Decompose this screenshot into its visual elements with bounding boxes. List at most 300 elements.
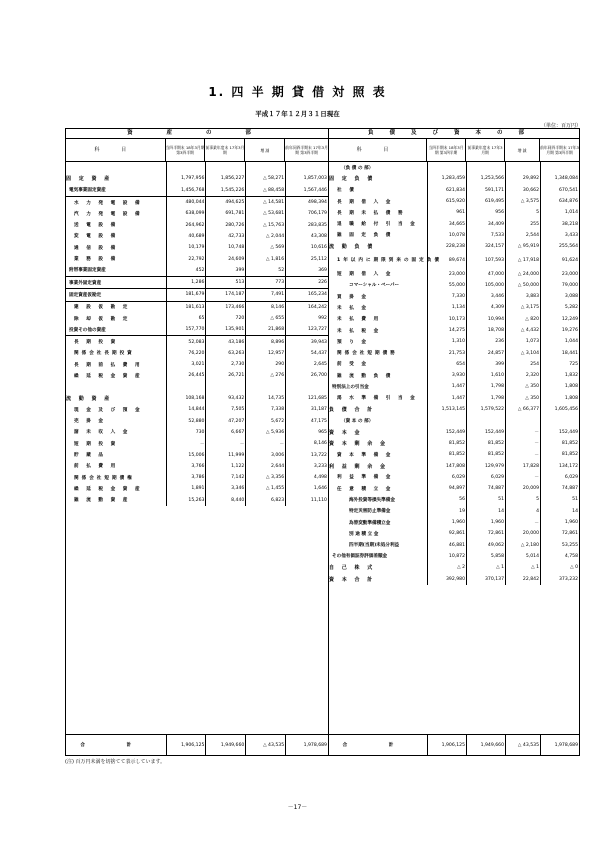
table-row: [329, 218, 579, 229]
row-value: 6,029: [427, 472, 466, 483]
row-value: △ 820: [505, 314, 540, 325]
row-label: 事業外固定資産: [69, 280, 102, 286]
row-label: 変 電 設 備: [74, 234, 119, 240]
total-value: 1,949,660: [466, 735, 505, 755]
row-value: 157,770: [166, 324, 206, 335]
table-row: [329, 517, 579, 528]
row-value: 5: [505, 494, 540, 505]
footnote: (注) 百万円未満を切捨てて表示しています。: [65, 759, 166, 765]
row-label: 退 職 給 付 引 当 金: [337, 222, 418, 228]
row-value: 38,218: [540, 218, 579, 229]
row-value: 47,207: [205, 416, 245, 427]
row-label: 建 設 仮 勘 定: [74, 305, 131, 311]
row-value: 81,852: [427, 438, 466, 449]
row-value: 4: [505, 506, 540, 517]
row-value: 121,685: [285, 393, 328, 404]
row-value: 81,852: [466, 438, 505, 449]
row-value: 7,338: [245, 404, 285, 415]
row-value: 134,172: [540, 460, 579, 471]
table-row: [66, 277, 328, 289]
row-value: △ 2,180: [505, 540, 540, 551]
row-value: △ 17,918: [505, 252, 540, 268]
row-value: 480,044: [166, 197, 206, 208]
row-value: 226: [285, 277, 328, 288]
row-value: 25,112: [285, 253, 328, 264]
table-row: [66, 438, 328, 449]
row-value: 89,674: [427, 252, 466, 268]
row-value: 19: [427, 506, 466, 517]
row-value: 7,142: [205, 472, 245, 483]
row-value: 152,449: [466, 427, 505, 438]
row-value: －: [505, 472, 540, 483]
row-label: 預 り 金: [337, 339, 369, 345]
row-label: 為替変動準備積立金: [349, 520, 391, 526]
row-value: 24,609: [205, 253, 245, 264]
row-label: 前 受 金: [337, 362, 369, 368]
row-value: －: [245, 438, 285, 449]
table-row: [66, 370, 328, 381]
row-value: 730: [166, 427, 206, 438]
table-row: [66, 208, 328, 219]
row-value: 5: [505, 207, 540, 218]
row-value: [166, 162, 206, 173]
row-label: 雑 流 動 負 債: [337, 373, 394, 379]
row-value: 76,220: [166, 348, 206, 359]
row-label: 自 己 株 式: [329, 565, 376, 572]
liabilities-panel: [329, 129, 579, 755]
row-value: 3,883: [505, 291, 540, 302]
row-value: 92,861: [427, 528, 466, 539]
row-label: 投資その他の資産: [69, 327, 106, 333]
row-value: △ 3,575: [505, 196, 540, 207]
row-value: △ 58,271: [245, 173, 285, 184]
row-value: 1,014: [540, 207, 579, 218]
row-value: 961: [427, 207, 466, 218]
row-value: 21,868: [245, 324, 285, 335]
row-value: 369: [285, 265, 328, 276]
row-value: 255,564: [540, 241, 579, 252]
table-row: [329, 551, 579, 562]
row-value: 8,146: [245, 302, 285, 313]
row-value: 174,187: [205, 289, 245, 300]
table-row: [329, 540, 579, 551]
header-current: 当四半期末 18年3月期 第3四半期: [166, 139, 206, 161]
row-value: 14,275: [427, 325, 466, 336]
table-row: [329, 302, 579, 313]
row-value: 290: [245, 359, 285, 370]
row-label: 繰 延 税 金 資 産: [74, 373, 143, 379]
table-row: [329, 196, 579, 207]
row-label: 1年以内に期限到来の固定負債: [337, 258, 442, 264]
row-value: 236: [466, 336, 505, 347]
row-value: 93,432: [205, 393, 245, 404]
row-value: 5,014: [505, 551, 540, 562]
row-value: 725: [540, 359, 579, 370]
row-value: 2,730: [205, 359, 245, 370]
row-value: 5,282: [540, 302, 579, 313]
table-row: [66, 348, 328, 359]
total-value: △ 43,535: [245, 735, 285, 755]
row-value: 6,667: [205, 427, 245, 438]
row-value: 3,786: [166, 472, 206, 483]
table-row: [66, 359, 328, 370]
row-value: 34,409: [466, 218, 505, 229]
row-value: 283,835: [285, 219, 328, 230]
row-label: 資 本 合 計: [329, 576, 376, 583]
row-value: [285, 382, 328, 393]
row-label: 繰 延 税 金 資 産: [74, 486, 143, 492]
row-value: △ 4,432: [505, 325, 540, 336]
table-row: [66, 302, 328, 313]
row-label: 負 債 合 計: [329, 407, 376, 414]
row-value: △ 15,763: [245, 219, 285, 230]
row-value: 691,781: [205, 208, 245, 219]
row-value: △ 3,104: [505, 347, 540, 358]
table-row: [66, 197, 328, 208]
row-value: 13,722: [285, 449, 328, 460]
header-current: 当四半期末 18年3月期 第3四半期: [427, 139, 466, 161]
row-value: 4,309: [466, 302, 505, 313]
header-item: 科 目: [66, 139, 166, 161]
row-value: 7,491: [245, 289, 285, 300]
row-value: 123,727: [285, 324, 328, 335]
row-value: 10,179: [166, 242, 206, 253]
row-value: 3,233: [285, 461, 328, 472]
row-label: 雑 固 定 負 債: [337, 233, 394, 239]
row-label: 未 払 費 用: [337, 317, 382, 323]
row-label: 資 本 剰 余 金: [329, 440, 388, 447]
row-value: 8,896: [245, 336, 285, 347]
table-row: [329, 280, 579, 291]
row-value: 773: [245, 277, 285, 288]
row-value: 81,852: [540, 449, 579, 460]
row-value: 74,887: [466, 483, 505, 494]
row-value: 280,726: [205, 219, 245, 230]
table-row: [66, 219, 328, 230]
page-number: －17－: [287, 804, 308, 811]
table-row: [329, 415, 579, 426]
row-value: 165,234: [285, 289, 328, 300]
row-label: 諸 未 収 入 金: [74, 430, 131, 436]
row-value: △ 2,044: [245, 231, 285, 242]
row-value: 10,748: [205, 242, 245, 253]
row-label: 固定資産仮勘定: [69, 292, 102, 298]
table-row: [66, 231, 328, 242]
row-value: 11,999: [205, 449, 245, 460]
row-value: 55,000: [427, 280, 466, 291]
table-row: [66, 416, 328, 427]
row-value: 3,433: [540, 230, 579, 241]
table-row: [329, 185, 579, 196]
row-value: 81,852: [466, 449, 505, 460]
row-value: 129,979: [466, 460, 505, 471]
row-label: 関係会社長期投資: [74, 351, 135, 357]
row-value: 43,308: [285, 231, 328, 242]
row-value: 619,495: [466, 196, 505, 207]
row-value: 1,456,768: [166, 185, 206, 196]
row-value: 324,157: [466, 241, 505, 252]
table-row: [329, 438, 579, 449]
assets-header-row: [66, 139, 328, 162]
header-change: 増 減: [505, 139, 540, 161]
total-value: 1,978,689: [285, 735, 328, 755]
row-value: △ 88,458: [245, 185, 285, 196]
row-value: 621,834: [427, 185, 466, 196]
table-row: [66, 336, 328, 347]
header-prior-quarter: 前年同四半期末 17年3月期 第3四半期: [540, 145, 579, 155]
table-row: [66, 313, 328, 324]
row-value: 1,348,084: [540, 173, 579, 184]
row-value: △ 3,175: [505, 302, 540, 313]
liabilities-total-row: [329, 734, 579, 755]
row-value: 23,000: [427, 268, 466, 279]
table-row: [329, 268, 579, 279]
row-value: 720: [205, 313, 245, 324]
row-label: 渇 水 準 備 引 当 金: [337, 396, 418, 402]
table-row: [66, 382, 328, 393]
row-value: 52,083: [166, 336, 206, 347]
row-value: 51: [540, 494, 579, 505]
row-value: 20,000: [505, 528, 540, 539]
row-value: 47,175: [285, 416, 328, 427]
row-value: 3,930: [427, 370, 466, 381]
row-value: 72,861: [540, 528, 579, 539]
row-value: 1,579,522: [466, 404, 505, 415]
row-value: 135,901: [205, 324, 245, 335]
row-value: 31,187: [285, 404, 328, 415]
row-value: △ 1,816: [245, 253, 285, 264]
row-label: 長 期 未 払 債 務: [337, 210, 406, 216]
table-row: [329, 173, 579, 184]
assets-total-row: [66, 734, 328, 755]
row-value: 42,733: [205, 231, 245, 242]
row-label: 流 動 資 産: [66, 396, 113, 403]
row-value: 373,232: [540, 573, 579, 584]
row-value: 3,766: [166, 461, 206, 472]
row-value: 22,792: [166, 253, 206, 264]
row-label: 特別法上の引当金: [332, 384, 369, 390]
table-row: [329, 230, 579, 241]
table-row: [66, 461, 328, 472]
table-row: [329, 381, 579, 392]
row-value: 10,994: [466, 314, 505, 325]
row-value: 18,441: [540, 347, 579, 358]
row-value: [505, 415, 540, 426]
header-prev-year: 前事業年度末 17年3月期: [466, 139, 505, 161]
row-value: △ 14,581: [245, 197, 285, 208]
row-value: 1,567,446: [285, 185, 328, 196]
row-value: △ 350: [505, 381, 540, 392]
table-row: [66, 483, 328, 494]
table-row: [66, 289, 328, 301]
row-value: 1,832: [540, 370, 579, 381]
row-label: 前 払 費 用: [74, 464, 119, 470]
table-row: [329, 347, 579, 358]
row-value: 11,110: [285, 495, 328, 506]
row-value: 1,044: [540, 336, 579, 347]
assets-rows: [66, 162, 328, 506]
table-row: [66, 242, 328, 253]
row-value: 1,447: [427, 381, 466, 392]
row-value: 34,665: [427, 218, 466, 229]
row-value: 18,708: [466, 325, 505, 336]
row-value: 173,466: [205, 302, 245, 313]
row-label: 資 本 金: [329, 429, 363, 436]
table-row: [66, 185, 328, 197]
row-label: [66, 162, 166, 173]
table-row: [329, 314, 579, 325]
header-prev-year: 前事業年度末 17年3月期: [205, 139, 245, 161]
row-label: その他有価証券評価差額金: [332, 554, 388, 560]
table-row: [329, 483, 579, 494]
row-value: 1,073: [505, 336, 540, 347]
row-value: 17,828: [505, 460, 540, 471]
row-value: 164,242: [285, 302, 328, 313]
row-label: 雑 流 動 資 産: [74, 498, 131, 504]
row-value: [466, 162, 505, 173]
row-value: 47,000: [466, 268, 505, 279]
assets-section-title: 資 産 の 部: [66, 129, 328, 139]
row-value: 670,541: [540, 185, 579, 196]
header-prior-quarter: 前年同四半期末 17年3月期 第3四半期: [285, 145, 328, 155]
liabilities-rows: [329, 162, 579, 585]
row-value: 452: [166, 265, 206, 276]
table-row: [329, 252, 579, 268]
table-row: [329, 472, 579, 483]
row-value: 254: [505, 359, 540, 370]
row-value: △ 1: [505, 562, 540, 573]
row-value: 23,000: [540, 268, 579, 279]
row-value: 1,605,456: [540, 404, 579, 415]
row-value: △ 95,919: [505, 241, 540, 252]
row-value: 56: [427, 494, 466, 505]
table-row: [329, 528, 579, 539]
row-value: 392,980: [427, 573, 466, 584]
liabilities-section-title: 負債及び資本の部: [329, 129, 579, 139]
row-value: 29,892: [505, 173, 540, 184]
row-value: [205, 162, 245, 173]
table-row: [66, 472, 328, 483]
row-value: 1,134: [427, 302, 466, 313]
row-value: 65: [166, 313, 206, 324]
row-value: 63,263: [205, 348, 245, 359]
row-value: 1,286: [166, 277, 206, 288]
row-value: 24,857: [466, 347, 505, 358]
row-value: 14: [540, 506, 579, 517]
header-item: 科 目: [329, 139, 427, 161]
row-value: [505, 162, 540, 173]
row-value: 1,798: [466, 381, 505, 392]
row-value: 7,505: [205, 404, 245, 415]
table-row: [66, 162, 328, 173]
row-label: （資 本 の 部）: [341, 418, 374, 424]
row-value: [427, 415, 466, 426]
row-value: 6,823: [245, 495, 285, 506]
table-row: [66, 173, 328, 184]
row-value: 264,962: [166, 219, 206, 230]
row-value: 26,721: [205, 370, 245, 381]
table-row: [66, 324, 328, 336]
row-value: 992: [285, 313, 328, 324]
table-row: [329, 460, 579, 471]
row-value: 2,645: [285, 359, 328, 370]
row-value: 7,533: [466, 230, 505, 241]
row-value: 108,168: [166, 393, 206, 404]
row-value: 81,852: [540, 438, 579, 449]
header-change: 増 減: [245, 139, 285, 161]
balance-sheet: [65, 128, 580, 756]
row-value: [427, 162, 466, 173]
table-row: [66, 265, 328, 277]
row-value: 14,844: [166, 404, 206, 415]
total-value: △ 43,535: [505, 735, 540, 755]
row-label: 長 期 前 払 費 用: [74, 362, 143, 368]
row-value: 74,887: [540, 483, 579, 494]
row-label: 固 定 資 産: [66, 176, 113, 183]
row-value: 20,009: [505, 483, 540, 494]
row-value: 10,872: [427, 551, 466, 562]
assets-panel: [66, 129, 329, 755]
table-row: [329, 162, 579, 173]
table-row: [329, 291, 579, 302]
row-value: 5,672: [245, 416, 285, 427]
row-value: △ 0: [540, 562, 579, 573]
row-value: 3,346: [205, 483, 245, 494]
table-row: [329, 573, 579, 584]
row-value: 1,856,227: [205, 173, 245, 184]
row-value: 10,078: [427, 230, 466, 241]
row-label: 現 金 及 び 預 金: [74, 407, 143, 413]
row-value: 49,062: [466, 540, 505, 551]
row-value: 370,137: [466, 573, 505, 584]
row-value: 94,897: [427, 483, 466, 494]
row-label: 社 債: [337, 188, 357, 194]
row-label: 汽 力 発 電 設 備: [74, 211, 143, 217]
row-value: 51: [466, 494, 505, 505]
total-value: 1,906,125: [427, 735, 466, 755]
row-value: 10,616: [285, 242, 328, 253]
row-value: △ 3,356: [245, 472, 285, 483]
row-value: －: [505, 449, 540, 460]
row-value: [245, 162, 285, 173]
row-value: 1,960: [540, 517, 579, 528]
row-label: 短 期 投 資: [74, 441, 119, 447]
row-value: 634,876: [540, 196, 579, 207]
table-row: [66, 253, 328, 264]
row-label: 除 却 仮 勘 定: [74, 316, 131, 322]
row-value: 399: [466, 359, 505, 370]
row-value: 965: [285, 427, 328, 438]
row-value: 228,238: [427, 241, 466, 252]
row-value: 91,624: [540, 252, 579, 268]
row-value: 3,006: [245, 449, 285, 460]
row-value: 1,797,956: [166, 173, 206, 184]
row-value: 181,679: [166, 289, 206, 300]
row-value: 1,808: [540, 393, 579, 404]
row-value: △ 50,000: [505, 280, 540, 291]
row-value: 10,173: [427, 314, 466, 325]
row-label: 長 期 投 資: [74, 340, 119, 346]
row-value: 5,858: [466, 551, 505, 562]
unit-label: （単位：百万円）: [540, 123, 581, 129]
row-value: 8,440: [205, 495, 245, 506]
row-value: [285, 162, 328, 173]
row-value: 53,255: [540, 540, 579, 551]
row-label: [66, 382, 166, 393]
row-value: 14: [466, 506, 505, 517]
row-value: 52: [245, 265, 285, 276]
row-label: 送 電 設 備: [74, 223, 119, 229]
